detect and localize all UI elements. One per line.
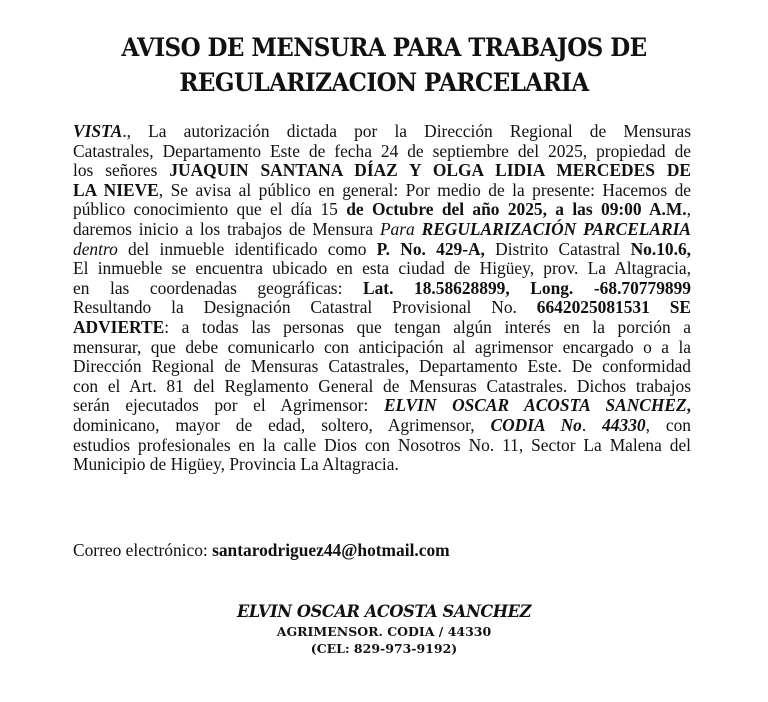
- text-run: los señores: [73, 160, 170, 181]
- body-line: [73, 357, 691, 377]
- text-run: CODIA No: [490, 414, 582, 435]
- body-line: [73, 318, 691, 338]
- text-run: dentro: [73, 238, 118, 259]
- text-run: de Octubre del año 2025, a las 09:00 A.M.: [346, 199, 687, 220]
- text-run: en las coordenadas geográficas:: [73, 277, 363, 298]
- text-run: Para: [379, 218, 422, 239]
- signature-block: [0, 601, 768, 657]
- body-line: [73, 240, 691, 260]
- body-line: [73, 200, 691, 220]
- text-run: -68.70779899: [573, 277, 691, 298]
- text-run: estudios profesionales en la calle Dios con Nosotros No. 11, Sector La Malena del: [73, 434, 691, 455]
- body-line: [73, 416, 691, 436]
- text-run: , con: [645, 414, 691, 435]
- body-line: [73, 338, 691, 358]
- text-run: ,: [686, 199, 691, 220]
- text-run: Catastrales, Departamento Este de fecha 24 de septiembre del 2025, propiedad de: [73, 140, 691, 161]
- text-run: REGULARIZACIÓN PARCELARIA: [421, 218, 691, 239]
- text-run: 44330: [602, 414, 646, 435]
- text-run: con el Art. 81 del Reglamento General de Mensuras Catastrales. Dichos trabajos: [73, 375, 691, 396]
- text-run: JUAQUIN SANTANA DÍAZ Y OLGA LIDIA MERCEDES DE: [169, 160, 691, 181]
- notice-body: [73, 122, 691, 475]
- text-run: LA NIEVE: [73, 179, 159, 200]
- text-run: Resultando la Designación Catastral Provisional No.: [73, 297, 537, 318]
- body-line: [73, 455, 691, 475]
- text-run: del inmueble identificado como: [117, 238, 377, 259]
- signature-phone: (CEL: 829-973-9192): [310, 641, 458, 656]
- text-run: : a todas las personas que tengan algún interés en la porción a: [164, 316, 691, 337]
- body-line: [73, 377, 691, 397]
- text-run: , Se avisa al público en general: Por medio de la presente: Hacemos de: [158, 179, 691, 200]
- text-run: El inmueble se encuentra ubicado en esta ciudad de Higüey, prov. La Altagracia,: [73, 258, 691, 279]
- text-run: VISTA: [73, 121, 123, 141]
- text-run: serán ejecutados por el Agrimensor:: [73, 395, 384, 416]
- body-line: [73, 436, 691, 456]
- body-line: [73, 298, 691, 318]
- body-line: [73, 142, 691, 162]
- text-run: No.10.6,: [630, 238, 692, 259]
- text-run: ADVIERTE: [73, 316, 165, 337]
- body-line: [73, 181, 691, 201]
- email-address[interactable]: santarodriguez44@hotmail.com: [212, 540, 450, 560]
- text-run: público conocimiento que el día 15: [73, 199, 347, 220]
- body-line: [73, 161, 691, 181]
- signature-role: AGRIMENSOR. CODIA / 44330: [276, 624, 492, 639]
- body-line: [73, 279, 691, 299]
- text-run: ,: [686, 395, 691, 416]
- text-run: ELVIN OSCAR ACOSTA SANCHEZ: [383, 395, 687, 416]
- text-run: Lat. 18.58628899, Long.: [363, 277, 574, 298]
- body-line: [73, 259, 691, 279]
- signature-name: ELVIN OSCAR ACOSTA SANCHEZ: [236, 602, 532, 622]
- text-run: Dirección Regional de Mensuras Catastrales, Departamento Este. De conformidad: [73, 356, 691, 377]
- body-line: [73, 220, 691, 240]
- email-line: [73, 540, 450, 561]
- text-run: 6642025081531 SE: [536, 297, 691, 318]
- title-line-2: REGULARIZACION PARCELARIA: [179, 68, 589, 97]
- body-line: [73, 396, 691, 416]
- email-label: Correo electrónico:: [73, 540, 213, 560]
- text-run: ., La autorización dictada por la Dirección Regional de Mensuras: [122, 121, 691, 141]
- text-run: P. No. 429-A,: [376, 238, 485, 259]
- text-run: .: [581, 414, 603, 435]
- text-run: Municipio de Higüey, Provincia La Altagracia.: [73, 454, 399, 475]
- text-run: daremos inicio a los trabajos de Mensura: [73, 218, 380, 239]
- notice-title: [31, 30, 738, 100]
- text-run: Distrito Catastral: [484, 238, 631, 259]
- text-run: dominicano, mayor de edad, soltero, Agrimensor,: [73, 414, 491, 435]
- text-run: mensurar, que debe comunicarlo con anticipación al agrimensor encargado o a la: [73, 336, 691, 357]
- body-line: [73, 122, 691, 142]
- title-line-1: AVISO DE MENSURA PARA TRABAJOS DE: [121, 33, 647, 62]
